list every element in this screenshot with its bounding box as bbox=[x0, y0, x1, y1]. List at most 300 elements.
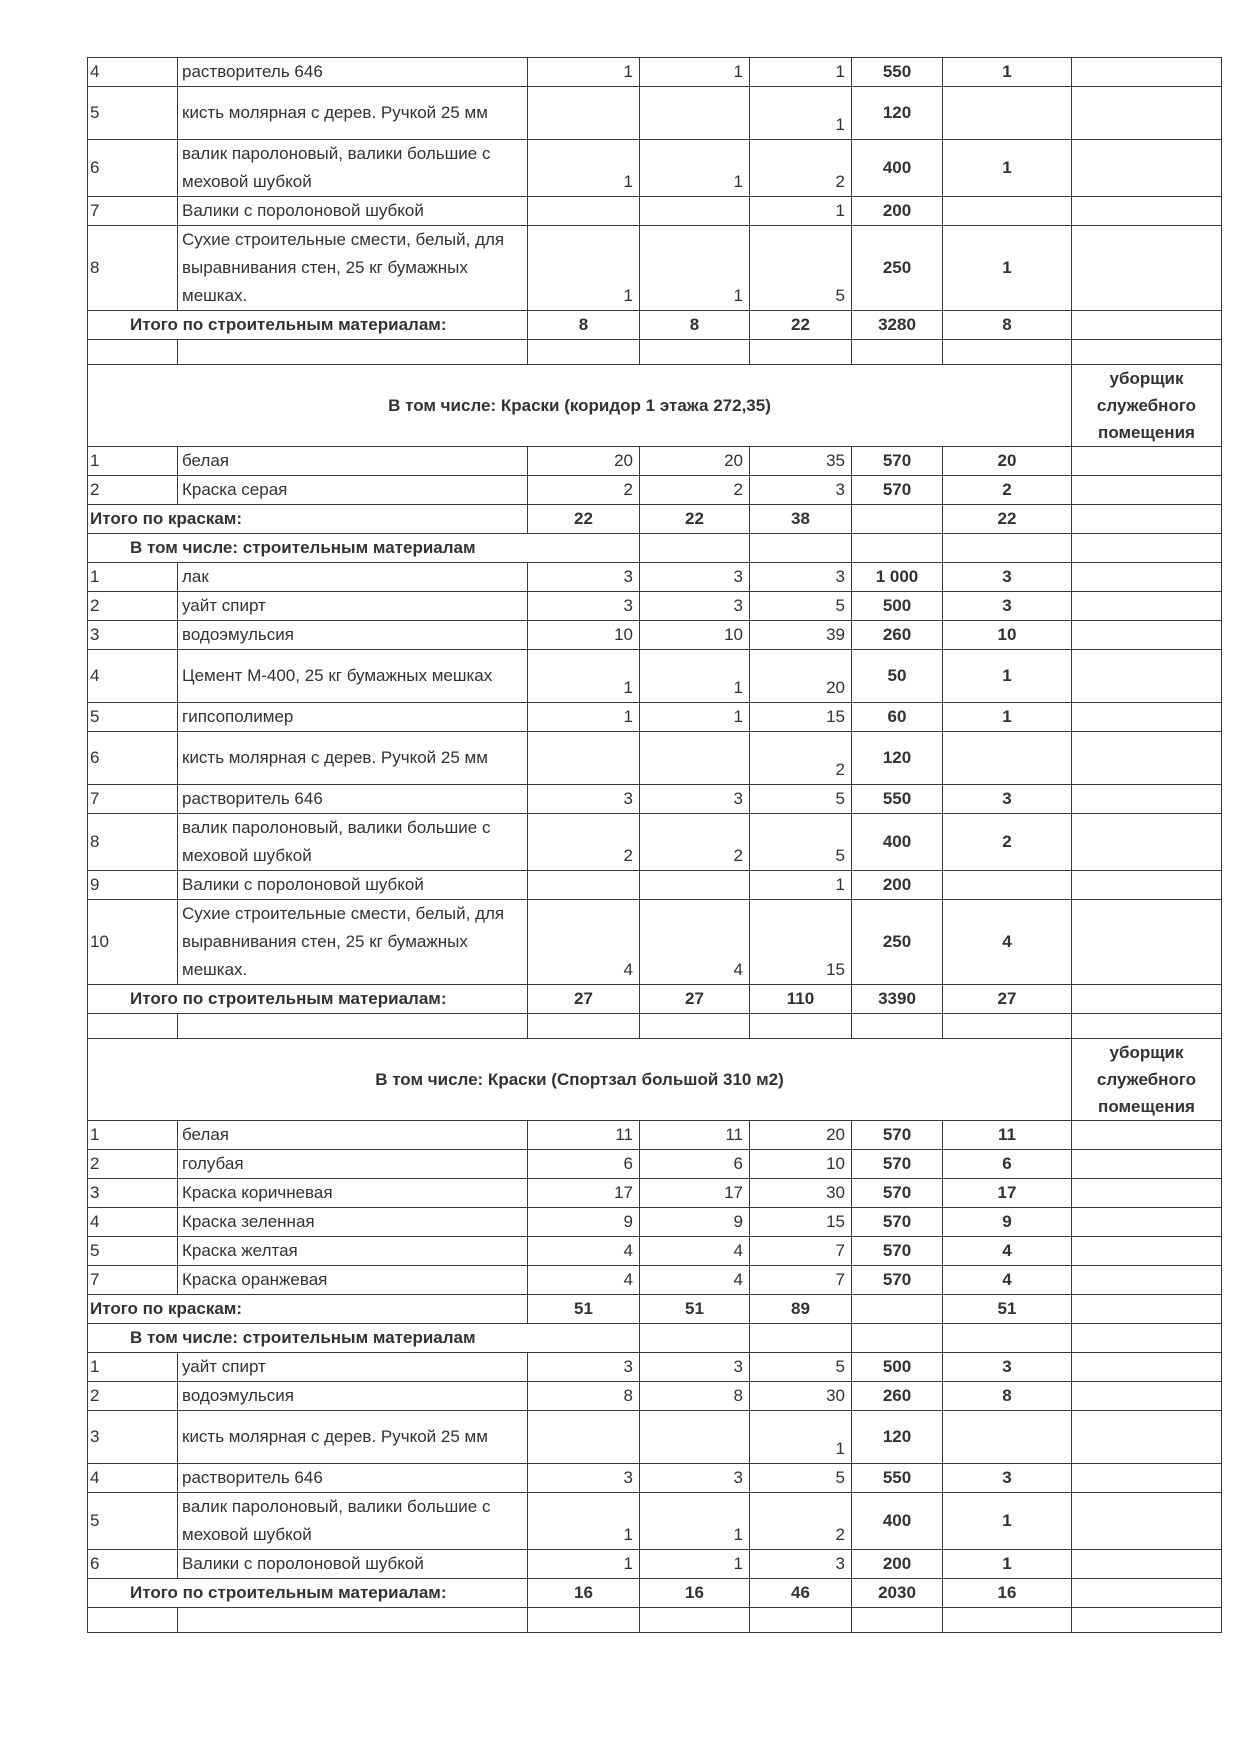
row-number: 3 bbox=[88, 1179, 178, 1208]
qty-cell: 1 bbox=[640, 650, 750, 703]
price-cell: 60 bbox=[852, 703, 943, 732]
empty-cell bbox=[528, 340, 640, 365]
row-number: 2 bbox=[88, 1150, 178, 1179]
material-name: Сухие строительные смести, белый, для выравнивания стен, 25 кг бумажных мешках. bbox=[178, 226, 528, 311]
empty-cell bbox=[1072, 1579, 1222, 1608]
empty-cell bbox=[1072, 1324, 1222, 1353]
qty-cell: 4 bbox=[528, 900, 640, 985]
qty-cell: 2 bbox=[640, 814, 750, 871]
total-cell: 16 bbox=[943, 1579, 1072, 1608]
table-row bbox=[88, 1150, 1222, 1179]
qty-cell: 1 bbox=[750, 58, 852, 87]
qty-cell: 3 bbox=[640, 1353, 750, 1382]
material-name: белая bbox=[178, 447, 528, 476]
price-cell: 500 bbox=[852, 1353, 943, 1382]
empty-cell bbox=[1072, 621, 1222, 650]
table-row bbox=[88, 621, 1222, 650]
qty-cell: 4 bbox=[943, 900, 1072, 985]
qty-cell bbox=[943, 197, 1072, 226]
qty-cell bbox=[528, 197, 640, 226]
material-name: уайт спирт bbox=[178, 1353, 528, 1382]
material-name: гипсополимер bbox=[178, 703, 528, 732]
table-row bbox=[88, 1411, 1222, 1464]
qty-cell: 1 bbox=[750, 871, 852, 900]
qty-cell: 6 bbox=[528, 1150, 640, 1179]
qty-cell: 35 bbox=[750, 447, 852, 476]
empty-cell bbox=[1072, 1493, 1222, 1550]
qty-cell bbox=[528, 1411, 640, 1464]
empty-cell bbox=[178, 340, 528, 365]
row-number: 5 bbox=[88, 703, 178, 732]
qty-cell: 1 bbox=[528, 1493, 640, 1550]
table-row bbox=[88, 703, 1222, 732]
row-number: 1 bbox=[88, 563, 178, 592]
row-number: 1 bbox=[88, 447, 178, 476]
material-name: растворитель 646 bbox=[178, 785, 528, 814]
empty-cell bbox=[88, 1608, 178, 1633]
material-name: Краска зеленная bbox=[178, 1208, 528, 1237]
material-name: Валики с поролоновой шубкой bbox=[178, 871, 528, 900]
subsection-title: В том числе: строительным материалам bbox=[88, 1324, 640, 1353]
section-side-label: уборщик служебного помещения bbox=[1072, 365, 1222, 447]
row-number: 8 bbox=[88, 226, 178, 311]
qty-cell: 1 bbox=[640, 58, 750, 87]
material-name: Валики с поролоновой шубкой bbox=[178, 1550, 528, 1579]
total-cell: 8 bbox=[943, 311, 1072, 340]
empty-cell bbox=[1072, 1237, 1222, 1266]
empty-cell bbox=[852, 1014, 943, 1039]
empty-cell bbox=[852, 1608, 943, 1633]
price-cell: 50 bbox=[852, 650, 943, 703]
empty-cell bbox=[528, 1608, 640, 1633]
table-row bbox=[88, 1353, 1222, 1382]
qty-cell bbox=[640, 87, 750, 140]
qty-cell: 7 bbox=[750, 1237, 852, 1266]
price-cell: 570 bbox=[852, 1121, 943, 1150]
total-cell: 22 bbox=[943, 505, 1072, 534]
empty-cell bbox=[750, 1324, 852, 1353]
qty-cell: 30 bbox=[750, 1382, 852, 1411]
qty-cell: 3 bbox=[640, 1464, 750, 1493]
empty-cell bbox=[1072, 703, 1222, 732]
qty-cell: 5 bbox=[750, 1353, 852, 1382]
row-number: 2 bbox=[88, 592, 178, 621]
qty-cell: 3 bbox=[943, 1353, 1072, 1382]
qty-cell: 5 bbox=[750, 814, 852, 871]
empty-cell bbox=[1072, 1179, 1222, 1208]
table-row bbox=[88, 197, 1222, 226]
total-row bbox=[88, 505, 1222, 534]
empty-cell bbox=[1072, 1382, 1222, 1411]
qty-cell: 17 bbox=[943, 1179, 1072, 1208]
qty-cell: 6 bbox=[640, 1150, 750, 1179]
qty-cell: 9 bbox=[640, 1208, 750, 1237]
qty-cell bbox=[943, 871, 1072, 900]
table-row bbox=[88, 563, 1222, 592]
qty-cell: 30 bbox=[750, 1179, 852, 1208]
qty-cell: 3 bbox=[528, 563, 640, 592]
empty-cell bbox=[528, 1014, 640, 1039]
row-number: 4 bbox=[88, 58, 178, 87]
price-cell: 400 bbox=[852, 814, 943, 871]
empty-cell bbox=[640, 534, 750, 563]
qty-cell: 1 bbox=[943, 58, 1072, 87]
table-row bbox=[88, 58, 1222, 87]
qty-cell: 1 bbox=[943, 1493, 1072, 1550]
material-name: лак bbox=[178, 563, 528, 592]
qty-cell: 3 bbox=[750, 1550, 852, 1579]
material-name: Краска желтая bbox=[178, 1237, 528, 1266]
qty-cell: 4 bbox=[640, 1237, 750, 1266]
empty-cell bbox=[1072, 1121, 1222, 1150]
material-name: кисть молярная с дерев. Ручкой 25 мм bbox=[178, 1411, 528, 1464]
total-cell: 16 bbox=[640, 1579, 750, 1608]
empty-cell bbox=[852, 340, 943, 365]
empty-cell bbox=[750, 1608, 852, 1633]
material-name: голубая bbox=[178, 1150, 528, 1179]
materials-table-page bbox=[87, 57, 1221, 1645]
section-title: В том числе: Краски (Спортзал большой 310 м2) bbox=[88, 1039, 1072, 1121]
empty-cell bbox=[1072, 1608, 1222, 1633]
material-name: водоэмульсия bbox=[178, 1382, 528, 1411]
row-number: 8 bbox=[88, 814, 178, 871]
qty-cell: 9 bbox=[528, 1208, 640, 1237]
empty-cell bbox=[1072, 814, 1222, 871]
material-name: валик паролоновый, валики большие с меховой шубкой bbox=[178, 814, 528, 871]
price-cell: 120 bbox=[852, 732, 943, 785]
qty-cell: 20 bbox=[528, 447, 640, 476]
qty-cell: 1 bbox=[640, 1493, 750, 1550]
qty-cell: 17 bbox=[640, 1179, 750, 1208]
qty-cell: 3 bbox=[943, 785, 1072, 814]
qty-cell: 8 bbox=[640, 1382, 750, 1411]
qty-cell: 20 bbox=[750, 650, 852, 703]
empty-cell bbox=[852, 505, 943, 534]
qty-cell: 4 bbox=[528, 1266, 640, 1295]
price-cell: 250 bbox=[852, 226, 943, 311]
empty-cell bbox=[88, 340, 178, 365]
qty-cell: 1 bbox=[640, 226, 750, 311]
row-number: 4 bbox=[88, 1464, 178, 1493]
total-row bbox=[88, 1295, 1222, 1324]
qty-cell: 3 bbox=[750, 476, 852, 505]
empty-cell bbox=[178, 1608, 528, 1633]
empty-cell bbox=[943, 1608, 1072, 1633]
blank-row bbox=[88, 340, 1222, 365]
qty-cell: 3 bbox=[528, 1464, 640, 1493]
table-row bbox=[88, 900, 1222, 985]
price-cell: 120 bbox=[852, 87, 943, 140]
material-name: водоэмульсия bbox=[178, 621, 528, 650]
empty-cell bbox=[1072, 732, 1222, 785]
empty-cell bbox=[1072, 592, 1222, 621]
total-row bbox=[88, 1579, 1222, 1608]
section-header-row bbox=[88, 365, 1222, 447]
subsection-header-row bbox=[88, 534, 1222, 563]
qty-cell: 7 bbox=[750, 1266, 852, 1295]
qty-cell: 5 bbox=[750, 592, 852, 621]
table-row bbox=[88, 1121, 1222, 1150]
qty-cell: 39 bbox=[750, 621, 852, 650]
total-cell: 27 bbox=[640, 985, 750, 1014]
row-number: 5 bbox=[88, 1237, 178, 1266]
empty-cell bbox=[1072, 563, 1222, 592]
qty-cell: 11 bbox=[640, 1121, 750, 1150]
empty-cell bbox=[1072, 1014, 1222, 1039]
empty-cell bbox=[750, 340, 852, 365]
table-row bbox=[88, 1179, 1222, 1208]
row-number: 2 bbox=[88, 476, 178, 505]
row-number: 5 bbox=[88, 87, 178, 140]
table-row bbox=[88, 1493, 1222, 1550]
total-label: Итого по краскам: bbox=[88, 505, 528, 534]
material-name: растворитель 646 bbox=[178, 1464, 528, 1493]
empty-cell bbox=[943, 1324, 1072, 1353]
qty-cell: 2 bbox=[528, 814, 640, 871]
subsection-title: В том числе: строительным материалам bbox=[88, 534, 640, 563]
total-cell: 16 bbox=[528, 1579, 640, 1608]
row-number: 1 bbox=[88, 1121, 178, 1150]
qty-cell: 10 bbox=[943, 621, 1072, 650]
table-row bbox=[88, 226, 1222, 311]
qty-cell: 1 bbox=[640, 703, 750, 732]
qty-cell: 2 bbox=[943, 476, 1072, 505]
qty-cell: 20 bbox=[640, 447, 750, 476]
empty-cell bbox=[1072, 534, 1222, 563]
qty-cell bbox=[640, 732, 750, 785]
total-cell: 22 bbox=[528, 505, 640, 534]
empty-cell bbox=[1072, 340, 1222, 365]
row-number: 10 bbox=[88, 900, 178, 985]
total-cell: 27 bbox=[943, 985, 1072, 1014]
total-cell: 110 bbox=[750, 985, 852, 1014]
qty-cell: 1 bbox=[943, 1550, 1072, 1579]
total-cell: 3280 bbox=[852, 311, 943, 340]
total-cell: 3390 bbox=[852, 985, 943, 1014]
qty-cell: 5 bbox=[750, 226, 852, 311]
price-cell: 570 bbox=[852, 476, 943, 505]
qty-cell: 1 bbox=[528, 140, 640, 197]
table-row bbox=[88, 871, 1222, 900]
empty-cell bbox=[1072, 1295, 1222, 1324]
total-cell: 38 bbox=[750, 505, 852, 534]
total-cell: 8 bbox=[640, 311, 750, 340]
total-cell: 22 bbox=[640, 505, 750, 534]
qty-cell bbox=[528, 871, 640, 900]
qty-cell: 1 bbox=[750, 197, 852, 226]
table-row bbox=[88, 87, 1222, 140]
qty-cell: 8 bbox=[943, 1382, 1072, 1411]
empty-cell bbox=[1072, 1266, 1222, 1295]
qty-cell bbox=[943, 732, 1072, 785]
qty-cell: 1 bbox=[640, 1550, 750, 1579]
price-cell: 570 bbox=[852, 1179, 943, 1208]
empty-cell bbox=[750, 534, 852, 563]
material-name: Краска коричневая bbox=[178, 1179, 528, 1208]
qty-cell: 15 bbox=[750, 900, 852, 985]
qty-cell: 3 bbox=[528, 592, 640, 621]
table-row bbox=[88, 650, 1222, 703]
qty-cell: 1 bbox=[640, 140, 750, 197]
qty-cell: 3 bbox=[640, 592, 750, 621]
empty-cell bbox=[88, 1014, 178, 1039]
total-label: Итого по строительным материалам: bbox=[88, 1579, 528, 1608]
empty-cell bbox=[943, 534, 1072, 563]
material-name: Валики с поролоновой шубкой bbox=[178, 197, 528, 226]
empty-cell bbox=[1072, 900, 1222, 985]
empty-cell bbox=[640, 1608, 750, 1633]
price-cell: 570 bbox=[852, 447, 943, 476]
material-name: кисть молярная с дерев. Ручкой 25 мм bbox=[178, 87, 528, 140]
total-cell: 8 bbox=[528, 311, 640, 340]
qty-cell: 3 bbox=[943, 1464, 1072, 1493]
qty-cell: 1 bbox=[943, 703, 1072, 732]
price-cell: 1 000 bbox=[852, 563, 943, 592]
total-label: Итого по строительным материалам: bbox=[88, 985, 528, 1014]
row-number: 4 bbox=[88, 650, 178, 703]
total-row bbox=[88, 311, 1222, 340]
price-cell: 200 bbox=[852, 197, 943, 226]
row-number: 3 bbox=[88, 1411, 178, 1464]
table-row bbox=[88, 1208, 1222, 1237]
qty-cell: 1 bbox=[528, 650, 640, 703]
material-name: валик паролоновый, валики большие с меховой шубкой bbox=[178, 140, 528, 197]
qty-cell: 1 bbox=[528, 1550, 640, 1579]
qty-cell bbox=[640, 197, 750, 226]
empty-cell bbox=[1072, 197, 1222, 226]
empty-cell bbox=[1072, 87, 1222, 140]
material-name: уайт спирт bbox=[178, 592, 528, 621]
empty-cell bbox=[1072, 785, 1222, 814]
table-row bbox=[88, 1266, 1222, 1295]
empty-cell bbox=[943, 340, 1072, 365]
qty-cell bbox=[528, 732, 640, 785]
qty-cell: 5 bbox=[750, 785, 852, 814]
row-number: 4 bbox=[88, 1208, 178, 1237]
price-cell: 550 bbox=[852, 58, 943, 87]
table-row bbox=[88, 476, 1222, 505]
row-number: 6 bbox=[88, 1550, 178, 1579]
row-number: 3 bbox=[88, 621, 178, 650]
empty-cell bbox=[1072, 447, 1222, 476]
empty-cell bbox=[1072, 1208, 1222, 1237]
row-number: 5 bbox=[88, 1493, 178, 1550]
empty-cell bbox=[640, 340, 750, 365]
price-cell: 570 bbox=[852, 1208, 943, 1237]
total-cell: 46 bbox=[750, 1579, 852, 1608]
section-title: В том числе: Краски (коридор 1 этажа 272,35) bbox=[88, 365, 1072, 447]
price-cell: 400 bbox=[852, 1493, 943, 1550]
qty-cell: 10 bbox=[528, 621, 640, 650]
row-number: 9 bbox=[88, 871, 178, 900]
empty-cell bbox=[1072, 226, 1222, 311]
qty-cell bbox=[640, 871, 750, 900]
qty-cell: 2 bbox=[750, 732, 852, 785]
empty-cell bbox=[852, 534, 943, 563]
qty-cell bbox=[943, 87, 1072, 140]
blank-row bbox=[88, 1014, 1222, 1039]
row-number: 2 bbox=[88, 1382, 178, 1411]
total-row bbox=[88, 985, 1222, 1014]
section-side-label: уборщик служебного помещения bbox=[1072, 1039, 1222, 1121]
total-cell: 51 bbox=[528, 1295, 640, 1324]
empty-cell bbox=[1072, 1464, 1222, 1493]
qty-cell: 3 bbox=[943, 592, 1072, 621]
qty-cell bbox=[943, 1411, 1072, 1464]
row-number: 7 bbox=[88, 197, 178, 226]
qty-cell: 1 bbox=[943, 650, 1072, 703]
table-row bbox=[88, 1464, 1222, 1493]
qty-cell: 2 bbox=[750, 1493, 852, 1550]
empty-cell bbox=[1072, 1353, 1222, 1382]
price-cell: 200 bbox=[852, 1550, 943, 1579]
qty-cell: 3 bbox=[528, 785, 640, 814]
price-cell: 250 bbox=[852, 900, 943, 985]
material-name: Краска оранжевая bbox=[178, 1266, 528, 1295]
material-name: Краска серая bbox=[178, 476, 528, 505]
qty-cell: 3 bbox=[640, 785, 750, 814]
total-label: Итого по краскам: bbox=[88, 1295, 528, 1324]
qty-cell: 1 bbox=[943, 140, 1072, 197]
empty-cell bbox=[1072, 985, 1222, 1014]
material-name: валик паролоновый, валики большие с меховой шубкой bbox=[178, 1493, 528, 1550]
price-cell: 550 bbox=[852, 1464, 943, 1493]
row-number: 1 bbox=[88, 1353, 178, 1382]
material-name: кисть молярная с дерев. Ручкой 25 мм bbox=[178, 732, 528, 785]
row-number: 6 bbox=[88, 732, 178, 785]
empty-cell bbox=[1072, 1411, 1222, 1464]
qty-cell: 10 bbox=[750, 1150, 852, 1179]
table-row bbox=[88, 814, 1222, 871]
qty-cell: 2 bbox=[640, 476, 750, 505]
empty-cell bbox=[1072, 58, 1222, 87]
qty-cell: 5 bbox=[750, 1464, 852, 1493]
price-cell: 570 bbox=[852, 1237, 943, 1266]
material-name: белая bbox=[178, 1121, 528, 1150]
qty-cell: 2 bbox=[943, 814, 1072, 871]
price-cell: 570 bbox=[852, 1150, 943, 1179]
total-cell: 89 bbox=[750, 1295, 852, 1324]
qty-cell: 1 bbox=[528, 58, 640, 87]
qty-cell: 3 bbox=[640, 563, 750, 592]
empty-cell bbox=[852, 1295, 943, 1324]
price-cell: 260 bbox=[852, 621, 943, 650]
price-cell: 550 bbox=[852, 785, 943, 814]
qty-cell: 11 bbox=[943, 1121, 1072, 1150]
total-cell: 51 bbox=[640, 1295, 750, 1324]
table-row bbox=[88, 732, 1222, 785]
qty-cell: 1 bbox=[528, 226, 640, 311]
qty-cell: 4 bbox=[640, 900, 750, 985]
material-name: Цемент М-400, 25 кг бумажных мешках bbox=[178, 650, 528, 703]
empty-cell bbox=[640, 1014, 750, 1039]
qty-cell: 17 bbox=[528, 1179, 640, 1208]
empty-cell bbox=[1072, 1150, 1222, 1179]
materials-table bbox=[87, 57, 1222, 1633]
empty-cell bbox=[640, 1324, 750, 1353]
empty-cell bbox=[1072, 1550, 1222, 1579]
row-number: 7 bbox=[88, 785, 178, 814]
price-cell: 260 bbox=[852, 1382, 943, 1411]
qty-cell: 9 bbox=[943, 1208, 1072, 1237]
price-cell: 570 bbox=[852, 1266, 943, 1295]
empty-cell bbox=[1072, 871, 1222, 900]
qty-cell: 1 bbox=[750, 87, 852, 140]
qty-cell: 4 bbox=[640, 1266, 750, 1295]
blank-row bbox=[88, 1608, 1222, 1633]
qty-cell: 4 bbox=[943, 1266, 1072, 1295]
total-cell: 27 bbox=[528, 985, 640, 1014]
